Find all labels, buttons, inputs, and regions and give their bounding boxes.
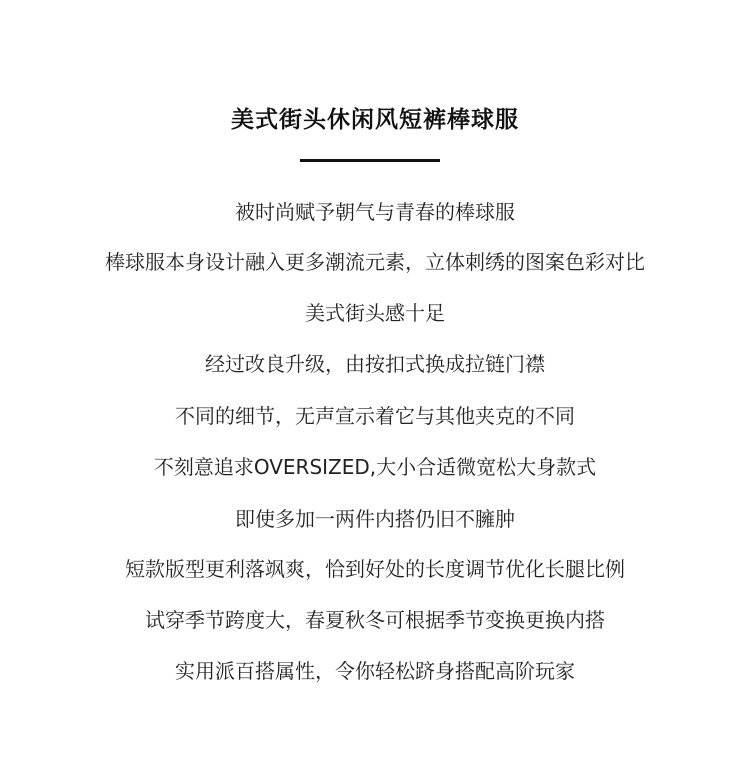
description-line: 试穿季节跨度大，春夏秋冬可根据季节变换更换内搭 xyxy=(145,608,605,632)
description-line: 短款版型更利落飒爽，恰到好处的长度调节优化长腿比例 xyxy=(125,557,625,581)
page-title: 美式街头休闲风短裤棒球服 xyxy=(231,107,519,133)
description-line: 棒球服本身设计融入更多潮流元素，立体刺绣的图案色彩对比 xyxy=(105,250,645,274)
description-line: 实用派百搭属性，令你轻松跻身搭配高阶玩家 xyxy=(175,659,575,683)
description-line: 不同的细节，无声宣示着它与其他夹克的不同 xyxy=(175,404,575,428)
description-line: 被时尚赋予朝气与青春的棒球服 xyxy=(235,200,515,224)
description-line: 经过改良升级，由按扣式换成拉链门襟 xyxy=(205,352,545,376)
title-divider xyxy=(300,159,440,162)
description-line: 即使多加一两件内搭仍旧不臃肿 xyxy=(235,507,515,531)
description-line: 美式街头感十足 xyxy=(305,301,445,325)
description-line: 不刻意追求OVERSIZED,大小合适微宽松大身款式 xyxy=(153,455,597,479)
